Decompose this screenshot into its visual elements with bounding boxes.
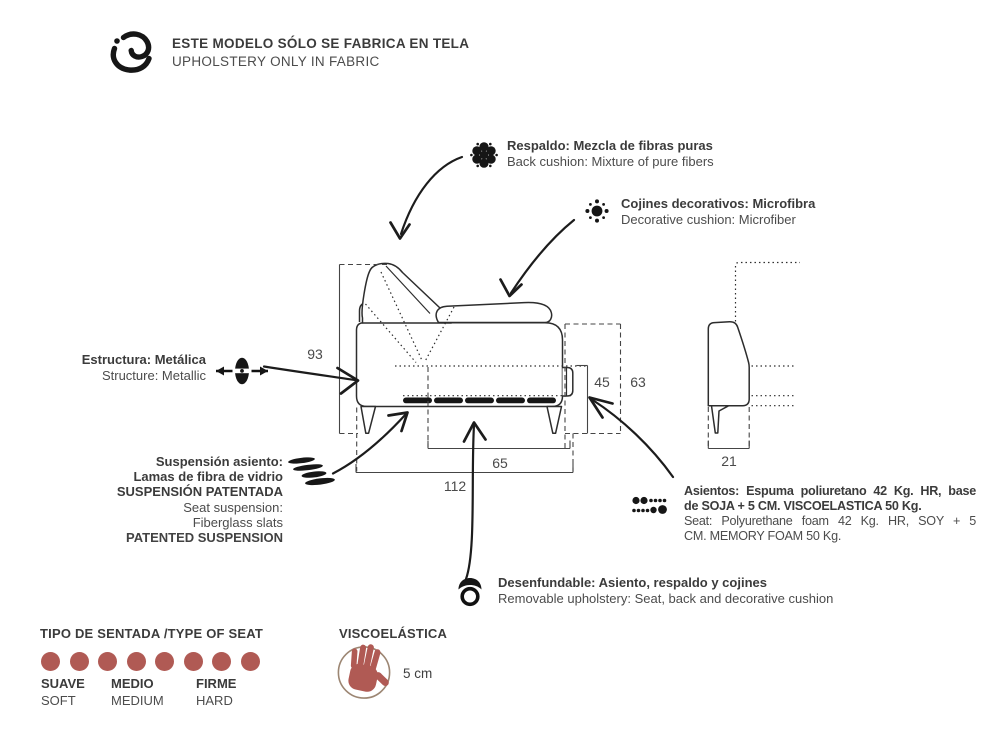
seat-scale-hard-es: FIRME [196,676,237,691]
viscoelastic-thickness: 5 cm [403,666,433,681]
dim-total-depth: 112 [443,478,467,494]
fiber-flower-icon [470,142,498,168]
header-title-en: UPHOLSTERY ONLY IN FABRIC [172,54,380,69]
sofa-side-view [357,263,587,433]
seat-firmness-dot [184,652,203,671]
front-leg [361,407,376,434]
decorative-cushion [436,302,552,322]
seat-firmness-dot [98,652,117,671]
callout-seat-foam-en-2: CM. MEMORY FOAM 50 Kg. [684,529,842,543]
callout-structure-es: Estructura: Metálica [81,352,206,367]
microfiber-dot-icon [585,199,608,222]
callout-suspension-line-1: Suspensión asiento: [155,454,283,469]
callout-suspension-line-5: Fiberglass slats [192,514,283,530]
seat-scale-medium-es: MEDIO [111,676,154,691]
callout-suspension-line-3: SUSPENSIÓN PATENTADA [116,484,283,500]
seat-scale-hard [196,676,236,708]
seat-firmness-dot [127,652,146,671]
dim-arm-height: 63 [630,374,646,390]
seat-firmness-dot [41,652,60,671]
header [172,36,469,69]
callout-decorative-cushion-en: Decorative cushion: Microfiber [621,211,796,227]
seat-firmness-dot [70,652,89,671]
callout-seat-foam-en-1: Seat: Polyurethane foam 42 Kg. HR, SOY + 5 [684,514,976,528]
foam-dots-icon [632,497,667,514]
slats-stack-icon [288,456,335,486]
callout-suspension [63,454,283,545]
callout-back-cushion [507,138,714,169]
dim-seat-depth: 65 [492,455,508,471]
seat-scale-soft [41,676,85,708]
brand-swirl-icon [113,34,149,70]
dim-seat-height: 45 [594,374,610,390]
callout-structure-en: Structure: Metallic [101,367,206,383]
dim-back-height: 93 [307,346,323,362]
callout-back-cushion-es: Respaldo: Mezcla de fibras puras [507,138,713,153]
callout-removable-cover-es: Desenfundable: Asiento, respaldo y cojines [498,575,767,590]
callout-decorative-cushion-es: Cojines decorativos: Microfibra [621,196,816,211]
seat-firmness-dots [41,652,260,671]
callout-structure [46,352,206,383]
seat-scale-soft-es: SUAVE [41,676,85,691]
seat-scale-medium-en: MEDIUM [111,693,164,708]
profile-leg [712,406,729,433]
hand-icon [338,641,397,699]
suspension-slats [403,398,556,404]
seat-scale-medium [111,676,164,708]
viscoelastic-title: VISCOELÁSTICA [339,626,448,641]
callout-suspension-line-4: Seat suspension: [183,499,283,515]
seat-firmness-dot [241,652,260,671]
seat-type-title: TIPO DE SENTADA /TYPE OF SEAT [40,626,263,641]
metal-bolt-icon [216,358,268,384]
callout-removable-cover [498,575,833,606]
callout-back-cushion-en: Back cushion: Mixture of pure fibers [507,153,714,169]
removable-cover-icon [459,578,482,604]
callout-decorative-cushion [621,196,815,227]
callout-removable-cover-en: Removable upholstery: Seat, back and decorative cushion [498,590,834,606]
header-title-es: ESTE MODELO SÓLO SE FABRICA EN TELA [172,36,470,51]
back-leg [547,407,562,434]
callout-seat-foam-es-1: Asientos: Espuma poliuretano 42 Kg. HR, base [684,484,976,498]
arm-profile-view [708,263,800,434]
seat-firmness-dot [155,652,174,671]
dim-arm-width: 21 [721,453,737,469]
seat-scale-soft-en: SOFT [41,693,76,708]
callout-suspension-line-6: PATENTED SUSPENSION [126,530,283,546]
callout-suspension-line-2: Lamas de fibra de vidrio [133,469,283,485]
seat-scale-hard-en: HARD [196,693,233,708]
callout-seat-foam-es-2: de SOJA + 5 CM. VISCOELASTICA 50 Kg. [684,499,922,513]
callout-seat-foam [684,484,976,544]
seat-firmness-dot [212,652,231,671]
